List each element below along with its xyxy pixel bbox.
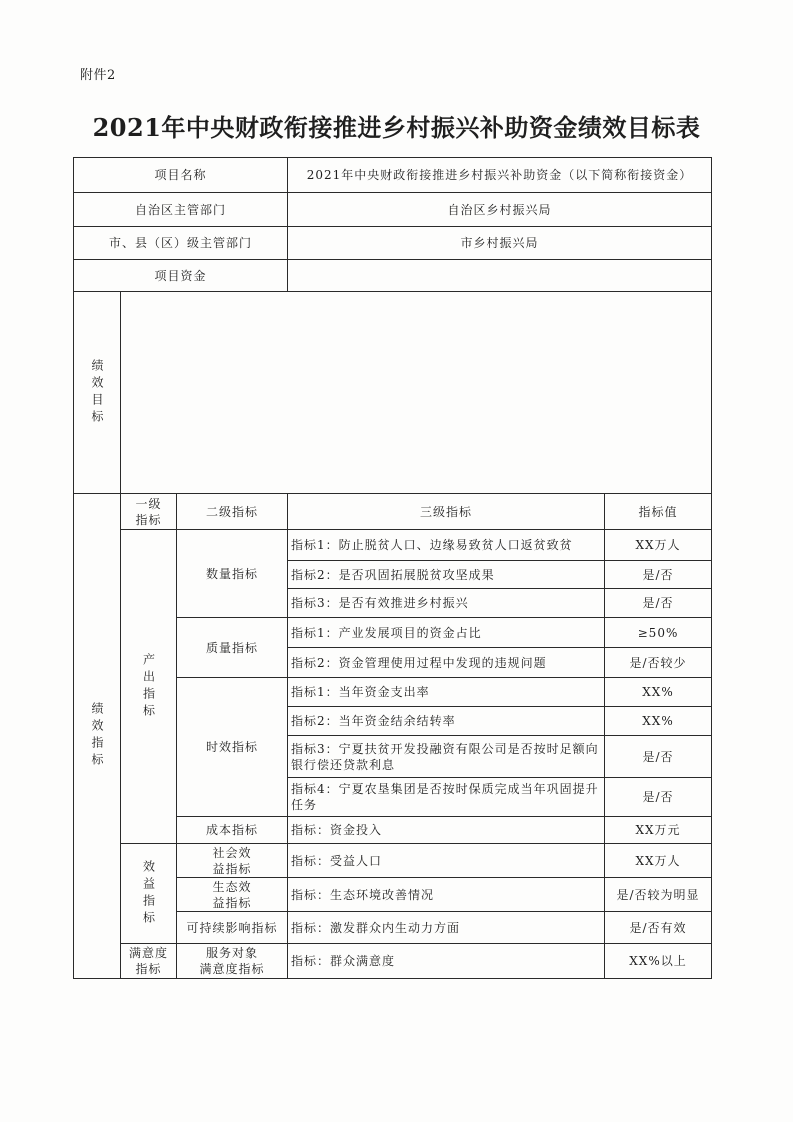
indicator-value: 是/否 — [605, 778, 712, 817]
group-benefit-label: 效益指标 — [141, 859, 156, 928]
indicator-value: XX万元 — [605, 817, 712, 844]
group-satisfaction-label: 满意度 指标 — [121, 944, 177, 979]
indicator-text: 指标1：当年资金支出率 — [288, 678, 605, 707]
subgroup-cost-label: 成本指标 — [177, 817, 288, 844]
indicator-value: XX% — [605, 678, 712, 707]
header-value: 指标值 — [605, 494, 712, 530]
city-county-dept-label: 市、县（区）级主管部门 — [74, 227, 288, 260]
project-name-value: 2021年中央财政衔接推进乡村振兴补助资金（以下简称衔接资金） — [288, 158, 712, 193]
indicator-text: 指标2：资金管理使用过程中发现的违规问题 — [288, 648, 605, 678]
subgroup-social-label: 社会效 益指标 — [177, 844, 288, 878]
indicator-value: 是/否较少 — [605, 648, 712, 678]
indicator-text: 指标1：防止脱贫人口、边缘易致贫人口返贫致贫 — [288, 530, 605, 561]
header-level2: 二级指标 — [177, 494, 288, 530]
indicator-value: XX%以上 — [605, 944, 712, 979]
project-funds-value — [288, 260, 712, 292]
indicator-text: 指标：激发群众内生动力方面 — [288, 912, 605, 944]
header-level3: 三级指标 — [288, 494, 605, 530]
project-funds-label: 项目资金 — [74, 260, 288, 292]
group-benefit-cell — [121, 844, 177, 944]
indicator-value: 是/否有效 — [605, 912, 712, 944]
performance-indicators-cell — [74, 494, 121, 979]
group-output-cell — [121, 530, 177, 844]
subgroup-sustainability-label: 可持续影响指标 — [177, 912, 288, 944]
performance-indicators-label: 绩效指标 — [90, 702, 104, 770]
indicator-value: XX万人 — [605, 530, 712, 561]
performance-target-table — [73, 157, 712, 979]
indicator-value: 是/否较为明显 — [605, 878, 712, 912]
indicator-value: XX% — [605, 707, 712, 736]
indicator-value: 是/否 — [605, 589, 712, 618]
subgroup-quality-label: 质量指标 — [177, 618, 288, 678]
indicator-text: 指标3：宁夏扶贫开发投融资有限公司是否按时足额向银行偿还贷款利息 — [288, 736, 605, 778]
group-output-label: 产出指标 — [141, 652, 156, 721]
subgroup-timeliness-label: 时效指标 — [177, 678, 288, 817]
performance-goals-cell — [74, 292, 121, 494]
indicator-text: 指标：受益人口 — [288, 844, 605, 878]
subgroup-ecological-label: 生态效 益指标 — [177, 878, 288, 912]
indicator-value: 是/否 — [605, 561, 712, 589]
indicator-text: 指标：生态环境改善情况 — [288, 878, 605, 912]
attachment-label: 附件2 — [80, 68, 116, 83]
indicator-value: 是/否 — [605, 736, 712, 778]
performance-goals-label: 绩效目标 — [90, 358, 104, 427]
indicator-text: 指标4：宁夏农垦集团是否按时保质完成当年巩固提升任务 — [288, 778, 605, 817]
header-level1: 一级 指标 — [121, 494, 177, 530]
indicator-value: ≥50% — [605, 618, 712, 648]
indicator-text: 指标1：产业发展项目的资金占比 — [288, 618, 605, 648]
project-name-label: 项目名称 — [74, 158, 288, 193]
subgroup-service-satisfaction-label: 服务对象 满意度指标 — [177, 944, 288, 979]
page-title: 2021年中央财政衔接推进乡村振兴补助资金绩效目标表 — [92, 113, 701, 142]
indicator-text: 指标2：当年资金结余结转率 — [288, 707, 605, 736]
performance-goals-content — [121, 292, 712, 494]
city-county-dept-value: 市乡村振兴局 — [288, 227, 712, 260]
indicator-text: 指标3：是否有效推进乡村振兴 — [288, 589, 605, 618]
region-dept-label: 自治区主管部门 — [74, 193, 288, 227]
indicator-text: 指标2：是否巩固拓展脱贫攻坚成果 — [288, 561, 605, 589]
subgroup-quantity-label: 数量指标 — [177, 530, 288, 618]
indicator-text: 指标：群众满意度 — [288, 944, 605, 979]
region-dept-value: 自治区乡村振兴局 — [288, 193, 712, 227]
indicator-value: XX万人 — [605, 844, 712, 878]
indicator-text: 指标：资金投入 — [288, 817, 605, 844]
